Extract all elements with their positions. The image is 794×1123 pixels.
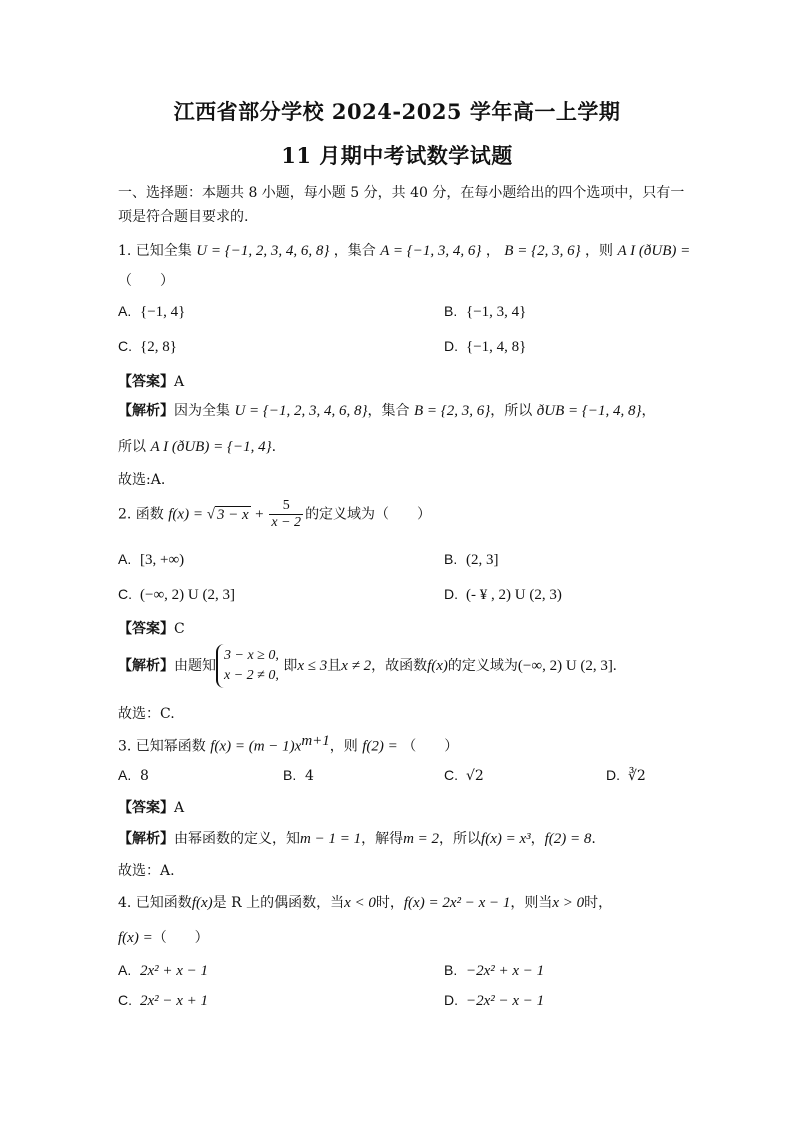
- q2-option-c: C. (−∞, 2) U (2, 3]: [118, 586, 235, 603]
- q1-conclusion: 故选:A.: [118, 472, 166, 488]
- q3-option-a: A. 8: [118, 767, 149, 784]
- q3-stem: 3. 已知幂函数 $f(x) = (m - 1)x^{m+1}$，则 f(2) = （ ）: [118, 733, 459, 755]
- q1-analysis: 【解析】因为全集 U = {−1, 2, 3, 4, 6, 8}，集合 B = {2, 3, 6}，所以 ðUB = {−1, 4, 8}，: [118, 403, 656, 419]
- q4-option-d: D. −2x² − x − 1: [444, 992, 545, 1009]
- q3-option-c: C. √2: [444, 767, 484, 784]
- q2-option-a: A. [3, +∞): [118, 551, 185, 568]
- q2-option-d: D. (- ¥ , 2) U (2, 3): [444, 586, 562, 603]
- q2-answer: 【答案】C: [118, 621, 185, 637]
- q3-analysis: 【解析】由幂函数的定义，知m − 1 = 1，解得m = 2，所以f(x) = x³，f(2) = 8.: [118, 831, 596, 847]
- q1-analysis-2: 所以 A I (ðUB) = {−1, 4}.: [118, 439, 277, 455]
- q4-stem-2: f(x) =（ ）: [118, 930, 209, 946]
- q1-option-a: A. {−1, 4}: [118, 303, 186, 320]
- q2-conclusion: 故选：C.: [118, 706, 175, 722]
- q3-option-b: B. 4: [283, 767, 314, 784]
- q1-stem: 1. 已知全集 U = {−1, 2, 3, 4, 6, 8} ，集合 A = {−1, 3, 4, 6} ， B = {2, 3, 6} ，则 A I (ðUB) =: [118, 243, 691, 259]
- q3-answer: 【答案】A: [118, 800, 185, 816]
- q4-option-b: B. −2x² + x − 1: [444, 962, 545, 979]
- q2-fraction: $\frac{5}{x - 2}$: [271, 498, 302, 530]
- q1-option-d: D. {−1, 4, 8}: [444, 338, 527, 355]
- section-heading: 一、选择题：本题共 8 小题，每小题 5 分，共 40 分，在每小题给出的四个选项中，只有一: [118, 185, 685, 201]
- q2-option-b: B. (2, 3]: [444, 551, 499, 568]
- q2-stem: 2. 函数 f(x) = √ 3 − x + $\frac{5}{x - 2}$ 的定义域为（ ）: [118, 498, 432, 530]
- q4-option-c: C. 2x² − x + 1: [118, 992, 209, 1009]
- q4-stem: 4. 已知函数f(x)是 R 上的偶函数，当x < 0时，f(x) = 2x² − x − 1，则当x > 0时，: [118, 895, 613, 911]
- q4-option-a: A. 2x² + x − 1: [118, 962, 209, 979]
- q1-answer: 【答案】A: [118, 374, 185, 390]
- q3-option-d: D. ∛2: [606, 767, 646, 784]
- title-line-2: 11 月期中考试数学试题: [281, 143, 513, 168]
- q3-conclusion: 故选：A.: [118, 863, 175, 879]
- section-heading-cont: 项是符合题目要求的.: [118, 209, 249, 225]
- q1-paren: （ ）: [118, 273, 174, 289]
- q1-option-c: C. {2, 8}: [118, 338, 177, 355]
- q2-system: 3 − x ≥ 0, x − 2 ≠ 0,: [216, 644, 279, 688]
- q2-analysis: 【解析】由题知 3 − x ≥ 0, x − 2 ≠ 0, 即x ≤ 3且x ≠ 2，故函数f(x)的定义域为(−∞, 2) U (2, 3].: [118, 644, 617, 688]
- q1-option-b: B. {−1, 3, 4}: [444, 303, 527, 320]
- title-line-1: 江西省部分学校 2024-2025 学年高一上学期: [173, 99, 621, 124]
